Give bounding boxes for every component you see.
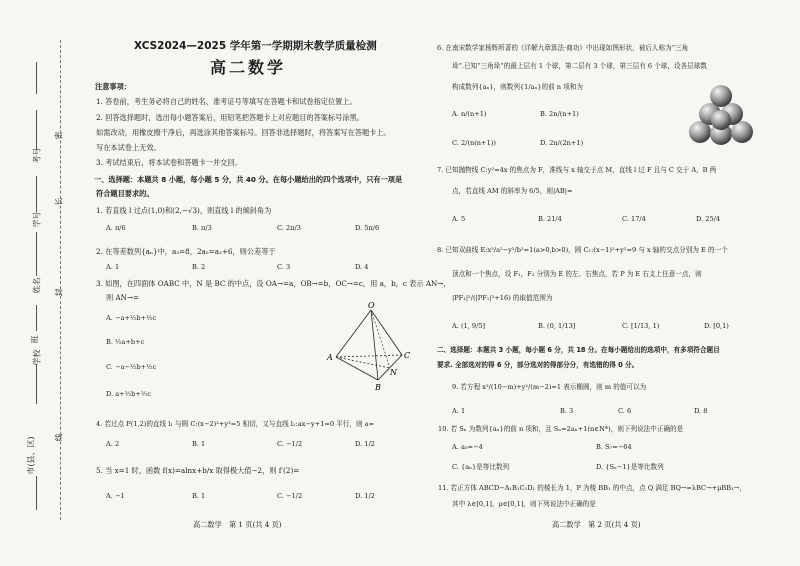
q1-option-c: C. 2π/3 (277, 224, 301, 232)
question-6-stem-cont: 垛”.已知“三角垛”的最上层有 1 个球，第二层有 3 个球，第三层有 6 个球，设各层球数 (452, 62, 707, 70)
section1-title-cont: 符合题目要求的。 (96, 189, 154, 198)
notice-heading: 注意事项： (95, 82, 131, 91)
margin-rule-7 (36, 110, 37, 150)
q1-option-b: B. π/3 (192, 224, 212, 232)
label-ban: 班 (30, 335, 40, 344)
question-6-stem: 6. 在南宋数学家杨辉所著的《详解九章算法·商功》中出现如图形状，被后人称为“三角 (437, 44, 689, 52)
notice-line: 写在本试卷上无效。 (96, 143, 161, 152)
margin-rule-4 (36, 364, 37, 404)
footer-left: 高二数学 第 1 页(共 4 页) (193, 520, 282, 529)
q5-option-c: C. −1/2 (277, 492, 303, 500)
label-xuehao: 学号 (32, 211, 42, 228)
label-b: B (375, 383, 381, 392)
question-3-stem: 3. 如图，在四面体 OABC 中，N 是 BC 的中点，设 OA→=a，OB→=b，OC→=c，用 a，b，c 表示 AN→， (96, 279, 451, 288)
q5-option-a: A. −1 (106, 492, 125, 500)
question-5-stem: 5. 当 x=1 时，函数 f(x)=alnx+b/x 取得极大值−2，则 f′(2)= (96, 466, 300, 475)
seal-char-misc: 长 (54, 197, 64, 206)
label-c: C (404, 351, 411, 360)
question-9-stem: 9. 若方程 x²/(10−m)+y²/(m−2)=1 表示椭圆，则 m 的值可以为 (452, 383, 647, 391)
seal-char-mi: 密 (54, 131, 64, 140)
q8-option-d: D. [0,1) (704, 322, 729, 330)
q10-option-b: B. S₇=−64 (596, 443, 632, 451)
q2-option-a: A. 1 (106, 263, 120, 271)
section1-title: 一、选择题：本题共 8 小题，每小题 5 分，共 40 分。在每小题给出的四个选项中，只有一项是 (94, 175, 403, 184)
q1-option-a: A. π/6 (106, 224, 126, 232)
question-11-stem: 11. 若正方体 ABCD−A₁B₁C₁D₁ 的棱长为 1，P 为棱 BB₁ 的中点，点 Q 满足 BQ→=λBC→+μBB₁→， (438, 484, 746, 492)
seal-line (60, 40, 61, 520)
ball-pyramid-figure (686, 76, 756, 148)
q8-option-c: C. [1/13, 1) (622, 322, 660, 330)
question-8-stem-cont2: |PF₁|²/(|PF₁|²+16) 的取值范围为 (452, 294, 553, 302)
q9-option-d: D. 8 (694, 407, 708, 415)
exam-title: XCS2024—2025 学年第一学期期末教学质量检测 (134, 40, 377, 52)
question-8-stem-cont: 顶点和一个焦点，设 F₁，F₂ 分别为 E 的左、右焦点，若 P 为 E 右支上任意一点，则 (452, 270, 702, 278)
ball-group (689, 85, 753, 145)
q2-option-b: B. 2 (192, 263, 206, 271)
question-4-stem: 4. 若过点 P(1,2)的直线 l₁ 与圆 C:(x−2)²+y²=5 相切，又与直线 l₂:ax−y+1=0 平行，则 a= (96, 420, 375, 428)
label-a: A (327, 353, 333, 362)
label-xingming: 姓名 (32, 277, 42, 294)
question-10-stem: 10. 若 Sₙ 为数列{aₙ}的前 n 项和，且 Sₙ=2aₙ+1(n∈N*)，则下列说法中正确的是 (438, 425, 684, 433)
notice-line: 2. 回答选择题时，选出每小题答案后，用铅笔把答题卡上对应题目的答案标号涂黑。 (96, 113, 364, 122)
q9-option-a: A. 1 (452, 407, 466, 415)
label-n: N (390, 368, 397, 377)
q4-option-b: B. 1 (192, 440, 206, 448)
margin-rule-3 (36, 305, 37, 331)
question-7-stem: 7. 已知抛物线 C:y²=4x 的焦点为 F，准线与 x 轴交于点 M，直线 l 过 F 且与 C 交于 A，B 两 (437, 166, 717, 174)
q3-option-c: C. −a−½b+½c (106, 363, 157, 371)
q6-option-c: C. 2/(n(n+1)) (452, 139, 496, 147)
q8-option-a: A. (1, 9/5] (452, 322, 486, 330)
section2-title: 二、选择题：本题共 3 小题，每小题 6 分，共 18 分。在每小题给出的选项中，有多项符合题目 (437, 346, 720, 354)
question-2-stem: 2. 在等差数列{aₙ}中，a₃=8，2a₅=a₂+6，则公差等于 (96, 247, 276, 256)
q10-option-d: D. {Sₙ−1}是等比数列 (596, 463, 664, 471)
label-kaohao: 考号 (32, 147, 42, 164)
label-o: O (368, 302, 375, 310)
q5-option-b: B. 1 (192, 492, 206, 500)
q1-option-d: D. 5π/6 (355, 224, 380, 232)
q2-option-c: C. 3 (277, 263, 291, 271)
q6-option-d: D. 2n/(2n+1) (540, 139, 584, 147)
notice-line: 如需改动，用橡皮擦干净后，再选涂其他答案标号。回答非选择题时，将答案写在答题卡上。 (96, 128, 391, 137)
q9-option-c: C. 6 (618, 407, 632, 415)
question-7-stem-cont: 点，若直线 AM 的斜率为 6/5，则|AB|= (452, 187, 573, 195)
label-xuexiao: 学校 (32, 349, 42, 366)
q8-option-b: B. (0, 1/13] (538, 322, 576, 330)
notice-line: 3. 考试结束后，将本试卷和答题卡一并交回。 (96, 158, 242, 167)
q9-option-b: B. 3 (560, 407, 574, 415)
footer-right: 高二数学 第 2 页(共 4 页) (552, 520, 641, 529)
q7-option-b: B. 21/4 (538, 215, 562, 223)
q3-option-b: B. ½a+b+c (106, 338, 145, 346)
seal-char-xian: 线 (54, 433, 64, 442)
label-city: 市(县、区) (26, 436, 36, 475)
q4-option-a: A. 2 (106, 440, 120, 448)
q6-option-b: B. 2n/(n+1) (540, 110, 579, 118)
question-1-stem: 1. 若直线 l 过点(1,0)和(2,−√3)，则直线 l 的倾斜角为 (96, 206, 272, 215)
q7-option-a: A. 5 (452, 215, 466, 223)
margin-rule-5 (36, 476, 37, 510)
q3-option-a: A. −a+½b+½c (106, 314, 157, 322)
subject-title: 高二数学 (210, 58, 287, 77)
margin-rule-2 (36, 176, 37, 212)
question-8-stem: 8. 已知双曲线 E:x²/a²−y²/b²=1(a>0,b>0)，圆 C₁:(x−1)²+y²=9 与 x 轴的交点分别为 E 的一个 (437, 246, 728, 254)
seal-char-feng: 封 (54, 288, 64, 297)
q5-option-d: D. 1/2 (355, 492, 375, 500)
question-11-stem-cont: 其中 λ∈[0,1]，μ∈[0,1]，则下列说法中正确的是 (452, 500, 596, 508)
q7-option-d: D. 25/4 (696, 215, 721, 223)
question-3-stem-cont: 则 AN→= (106, 293, 139, 302)
tetrahedron-figure (322, 302, 412, 394)
q7-option-c: C. 17/4 (622, 215, 646, 223)
q4-option-d: D. 1/2 (355, 440, 375, 448)
q2-option-d: D. 4 (355, 263, 369, 271)
section2-title-cont: 要求. 全部选对的得 6 分，部分选对的得部分分，有选错的得 0 分。 (437, 361, 639, 369)
margin-rule-1 (36, 62, 37, 94)
question-6-stem-cont2: 构成数列{aₙ}，则数列{1/aₙ}的前 n 项和为 (452, 83, 583, 91)
q3-option-d: D. a+½b+½c (106, 390, 151, 398)
q4-option-c: C. −1/2 (277, 440, 303, 448)
notice-line: 1. 答卷前，考生务必将自己的姓名、准考证号等填写在答题卡和试卷指定位置上。 (96, 97, 357, 106)
q10-option-a: A. a₅=−4 (452, 443, 483, 451)
q10-option-c: C. {aₙ}是等比数列 (452, 463, 510, 471)
q6-option-a: A. n/(n+1) (452, 110, 487, 118)
margin-rule-6 (36, 232, 37, 276)
